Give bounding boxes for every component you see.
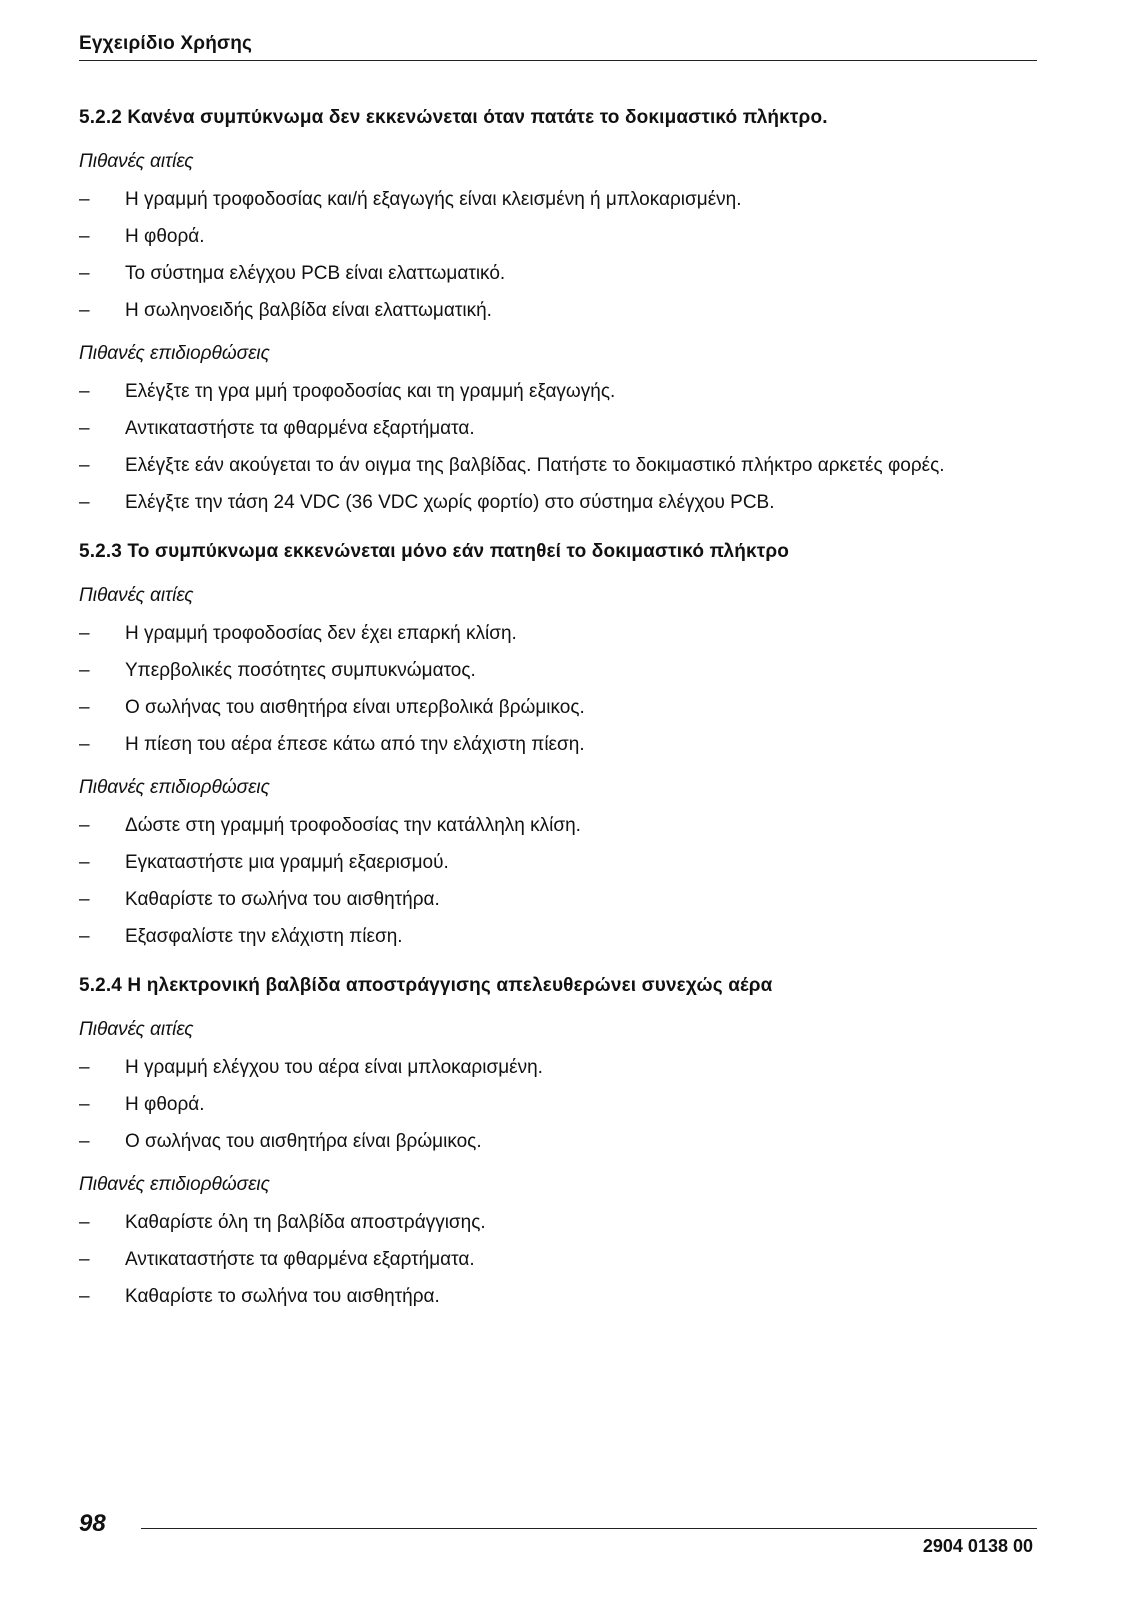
dash-marker: – [79, 697, 90, 718]
list-item: – Ο σωλήνας του αισθητήρα είναι υπερβολικά βρώμικος. [79, 695, 1037, 721]
list-item: – Ο σωλήνας του αισθητήρα είναι βρώμικος. [79, 1129, 1037, 1155]
causes-list [79, 621, 1037, 758]
list-item: – Το σύστημα ελέγχου PCB είναι ελαττωματικό. [79, 261, 1037, 287]
footer-rule [141, 1528, 1037, 1529]
dash-marker: – [79, 492, 90, 513]
page-number: 98 [79, 1510, 106, 1537]
dash-marker: – [79, 226, 90, 247]
causes-label: Πιθανές αιτίες [79, 585, 194, 606]
dash-marker: – [79, 1212, 90, 1233]
causes-label: Πιθανές αιτίες [79, 151, 194, 172]
list-item: – Ελέγξτε εάν ακούγεται το άν οιγμα της βαλβίδας. Πατήστε το δοκιμαστικό πλήκτρο αρκετές φορές. [79, 453, 1037, 479]
dash-marker: – [79, 300, 90, 321]
list-item: – Η φθορά. [79, 224, 1037, 250]
causes-label: Πιθανές αιτίες [79, 1019, 194, 1040]
page-footer [79, 1510, 1037, 1556]
remedies-list [79, 1210, 1037, 1310]
section-heading: 5.2.2 Κανένα συμπύκνωμα δεν εκκενώνεται όταν πατάτε το δοκιμαστικό πλήκτρο. [79, 107, 828, 128]
section-5-2-4 [79, 972, 1037, 1310]
dash-marker: – [79, 926, 90, 947]
causes-list [79, 1055, 1037, 1155]
section-5-2-2 [79, 104, 1037, 516]
list-item: – Αντικαταστήστε τα φθαρμένα εξαρτήματα. [79, 1247, 1037, 1273]
section-heading: 5.2.3 Το συμπύκνωμα εκκενώνεται μόνο εάν πατηθεί το δοκιμαστικό πλήκτρο [79, 541, 790, 562]
header-title: Εγχειρίδιο Χρήσης [79, 33, 253, 54]
section-5-2-3 [79, 538, 1037, 950]
dash-marker: – [79, 1057, 90, 1078]
list-item: – Καθαρίστε το σωλήνα του αισθητήρα. [79, 1284, 1037, 1310]
section-heading: 5.2.4 Η ηλεκτρονική βαλβίδα αποστράγγισης απελευθερώνει συνεχώς αέρα [79, 975, 773, 996]
list-item: – Δώστε στη γραμμή τροφοδοσίας την κατάλληλη κλίση. [79, 813, 1037, 839]
dash-marker: – [79, 263, 90, 284]
dash-marker: – [79, 189, 90, 210]
dash-marker: – [79, 734, 90, 755]
list-item: – Η γραμμή ελέγχου του αέρα είναι μπλοκαρισμένη. [79, 1055, 1037, 1081]
list-item: – Η γραμμή τροφοδοσίας και/ή εξαγωγής είναι κλεισμένη ή μπλοκαρισμένη. [79, 187, 1037, 213]
dash-marker: – [79, 1249, 90, 1270]
dash-marker: – [79, 418, 90, 439]
list-item: – Αντικαταστήστε τα φθαρμένα εξαρτήματα. [79, 416, 1037, 442]
list-item: – Η πίεση του αέρα έπεσε κάτω από την ελάχιστη πίεση. [79, 732, 1037, 758]
list-item: – Εγκαταστήστε μια γραμμή εξαερισμού. [79, 850, 1037, 876]
dash-marker: – [79, 815, 90, 836]
list-item: – Ελέγξτε τη γρα μμή τροφοδοσίας και τη γραμμή εξαγωγής. [79, 379, 1037, 405]
dash-marker: – [79, 623, 90, 644]
dash-marker: – [79, 852, 90, 873]
dash-marker: – [79, 1094, 90, 1115]
document-number: 2904 0138 00 [922, 1536, 1033, 1556]
remedies-label: Πιθανές επιδιορθώσεις [79, 1174, 270, 1195]
remedies-label: Πιθανές επιδιορθώσεις [79, 777, 270, 798]
causes-list [79, 187, 1037, 324]
list-item: – Η γραμμή τροφοδοσίας δεν έχει επαρκή κλίση. [79, 621, 1037, 647]
remedies-label: Πιθανές επιδιορθώσεις [79, 343, 270, 364]
dash-marker: – [79, 1131, 90, 1152]
list-item: – Καθαρίστε το σωλήνα του αισθητήρα. [79, 887, 1037, 913]
list-item: – Η σωληνοειδής βαλβίδα είναι ελαττωματική. [79, 298, 1037, 324]
remedies-list [79, 379, 1037, 516]
list-item: – Υπερβολικές ποσότητες συμπυκνώματος. [79, 658, 1037, 684]
remedies-list [79, 813, 1037, 950]
list-item: – Ελέγξτε την τάση 24 VDC (36 VDC χωρίς φορτίο) στο σύστημα ελέγχου PCB. [79, 490, 1037, 516]
dash-marker: – [79, 660, 90, 681]
dash-marker: – [79, 1286, 90, 1307]
running-header [79, 30, 1037, 61]
list-item: – Εξασφαλίστε την ελάχιστη πίεση. [79, 924, 1037, 950]
list-item: – Καθαρίστε όλη τη βαλβίδα αποστράγγισης. [79, 1210, 1037, 1236]
page-content [79, 104, 1037, 1310]
dash-marker: – [79, 889, 90, 910]
dash-marker: – [79, 381, 90, 402]
list-item: – Η φθορά. [79, 1092, 1037, 1118]
dash-marker: – [79, 455, 90, 476]
